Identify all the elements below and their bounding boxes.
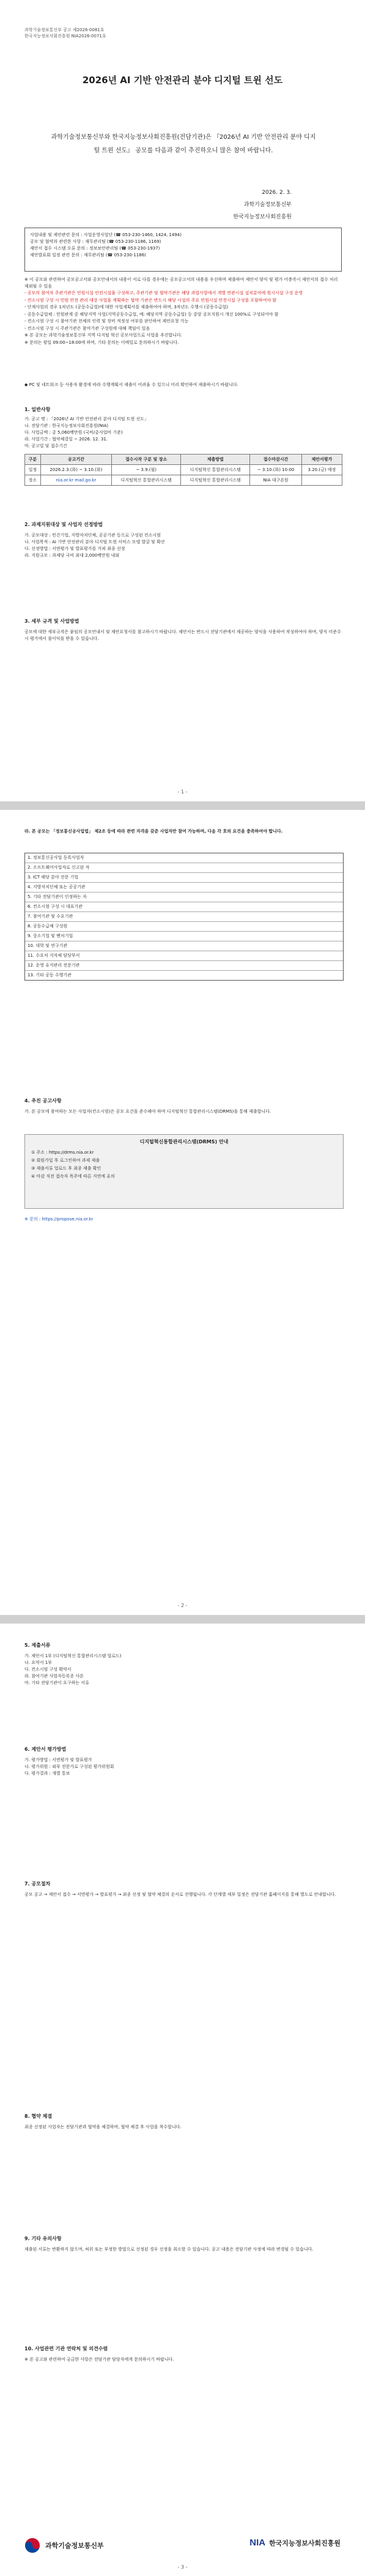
section-1-heading: 1. 일반사항 (24, 407, 51, 412)
section-7-heading: 7. 공모절차 (24, 1881, 51, 1887)
notice-date: 2026. 2. 3. (262, 190, 292, 196)
page-1 (0, 0, 365, 801)
sec2-line: 나. 사업목적 : AI 기반 안전관리 분야 디지털 트윈 서비스 모델 발굴 및 확산 (24, 540, 165, 544)
list-item: 8. 공동수급체 구성원 (25, 922, 343, 932)
section-ra-heading: 라. 본 공모는 「정보통신공사업법」 제2조 등에 따라 관련 자격을 갖춘 사업자만 참여 가능하며, 다음 각 호의 요건을 충족하여야 합니다. (24, 829, 283, 834)
schedule-table (24, 454, 342, 486)
drms-link[interactable]: ※ 문의 : https://propose.nia.or.kr (24, 1217, 94, 1222)
drms-info-box (24, 1134, 344, 1209)
table-cell: ~ 3.9.(월) (112, 465, 181, 475)
table-header: 구분 (25, 455, 41, 465)
table-header: 제출방법 (181, 455, 250, 465)
sec6-line: 가. 평가방법 : 서면평가 및 발표평가 (24, 1758, 92, 1762)
section-9-heading: 9. 기타 유의사항 (24, 2236, 62, 2241)
sec5-line: 라. 참여기관 사업자등록증 사본 (24, 1674, 84, 1679)
table-header: 공고기간 (40, 455, 111, 465)
sec5-line: 다. 컨소시엄 구성 확약서 (24, 1667, 72, 1672)
requirements-list (24, 853, 344, 981)
table-cell: NIA 대구본원 (250, 475, 302, 486)
note-line: - 컨소시엄 구성 시 민원 안전 관리 대상 사업을 계획하는 협약 기관은 반드시 해당 시설의 주요 민원시설 안전시설 구성을 포함하여야 함 (24, 297, 277, 303)
sec2-line: 다. 선정방법 : 서면평가 및 발표평가를 거쳐 최종 선정 (24, 546, 125, 551)
notice-star: ◆ PC 및 네트워크 등 사용자 환경에 따라 수행계획서 제출이 어려울 수 있으니 미리 확인하여 제출하시기 바랍니다. (24, 382, 238, 387)
note-line: - 컨소시엄 구성 시 참여기관 전체의 인력 및 장비 적정성 여부를 판단하여 제안요청 가능 (24, 319, 189, 324)
table-cell: ~ 3.10.(화) 10:00 (250, 465, 302, 475)
table-header: 접수마감시간 (250, 455, 302, 465)
notice-number-1: 과학기술정보통신부 공고 제2026-0081호 (24, 28, 105, 32)
sec5-line: 마. 기타 전담기관이 요구하는 서류 (24, 1680, 89, 1685)
msit-org-name: 과학기술정보통신부 (45, 2542, 104, 2550)
list-item: 13. 기타 공동 수행기관 (28, 973, 72, 978)
section-7-body: 공모 공고 → 제안서 접수 → 서면평가 → 발표평가 → 최종 선정 및 협약 체결의 순서로 진행됩니다. 각 단계별 세부 일정은 전담기관 홈페이지를 통해 별도로 안내합니다. (24, 1892, 336, 1897)
note-line: - 공동수급업체 : 민원관계 중 해당지역 사업(지역공동수급업, 예: 해당지역 공동수급업) 등 중앙 공모지원시 개선 100%로 구성되어야 함 (24, 311, 279, 317)
page-3 (0, 1624, 365, 2576)
sec6-line: 다. 평가결과 : 개별 통보 (24, 1771, 70, 1776)
section-8-body: 최종 선정된 사업자는 전담기관과 협약을 체결하며, 협약 체결 후 사업을 착수합니다. (24, 2125, 182, 2129)
sec1-line: 다. 사업금액 : 총 5,060백만원 (국비/총사업비 기준) (24, 430, 123, 435)
table-cell: 디지털혁신 통합관리시스템 (181, 475, 250, 486)
table-cell: 장소 (25, 475, 41, 486)
section-4-body: 가. 본 공모에 참여하는 모든 사업자(컨소시엄)은 공모 요건을 준수해야 하며 디지털혁신 통합관리시스템(DRMS)을 통해 제출합니다. (24, 1109, 271, 1114)
section-1-body (24, 416, 342, 450)
sec6-line: 나. 평가위원 : 외부 전문가로 구성된 평가위원회 (24, 1764, 114, 1769)
table-cell[interactable]: nia.or.kr mail.go.kr (40, 475, 111, 486)
section-4-heading: 4. 추진 공고사항 (24, 1098, 62, 1104)
table-cell: 디지털혁신 통합관리시스템 (181, 465, 250, 475)
section-3-heading: 3. 세부 규격 및 사업방법 (24, 618, 79, 624)
list-item: 1. 정보통신공사업 등록사업자 (25, 853, 343, 863)
table-header: 제안서평가 (301, 455, 342, 465)
org-name-2: 한국지능정보사회진흥원 (233, 214, 292, 220)
page-number: - 2 - (177, 1603, 188, 1608)
sec1-line: 마. 공고일 및 접수기간 (24, 444, 67, 448)
section-2-heading: 2. 과제지원대상 및 사업자 선정방법 (24, 522, 103, 527)
table-header: 접수시작 구분 및 장소 (112, 455, 181, 465)
table-cell: 3.20.(금) 예정 (301, 465, 342, 475)
note-line: ※ 본 공모는 과학기술정보통신부 지역 디지털 혁신 공모사업으로 사업을 추진합니다. (24, 333, 183, 338)
sec2-line: 가. 공모대상 : 민간기업, 지방자치단체, 공공기관 등으로 구성된 컨소시엄 (24, 533, 161, 538)
sec5-line: 가. 제안서 1부 (디지털혁신 통합관리시스템 업로드) (24, 1654, 122, 1658)
notice-meta (24, 27, 106, 39)
msit-logo (24, 2537, 104, 2553)
section-10-heading: 10. 사업관련 기관 연락처 및 의견수렴 (24, 2346, 108, 2351)
section-2-body (24, 532, 342, 559)
list-item: 6. 컨소시엄 구성 시 대표기관 (25, 902, 343, 912)
sec1-line: 가. 공고 명 : 「2026년 AI 기반 안전관리 분야 디지털 트윈 선도」 (24, 417, 149, 421)
page-2 (0, 810, 365, 1615)
drms-line: ① 주소 : https://drms.nia.or.kr (31, 1150, 94, 1155)
nia-mark: NIA (249, 2537, 266, 2548)
note-line: ※ 문의는 평일 09:00~18:00에 하며, 기타 문의는 이메일로 문의하시기 바랍니다. (24, 340, 179, 345)
contact-line: 공모 및 협약과 관련한 사항 : 재무관리팀 (☎ 053-230-1186, 1169) (30, 239, 161, 244)
list-item: 4. 지방자치단체 또는 공공기관 (25, 883, 343, 893)
page-separator (0, 801, 365, 810)
sec1-line: 나. 전담기관 : 한국지능정보사회진흥원(NIA) (24, 423, 109, 428)
note-line: - 공모의 참여자 주관기관은 민원시설 안전시설물 구성하고, 주관기관 및 협약기관은 해당 과업사항에서 개별 연관시설 설치분야에 원시시설 구성 운영 (24, 291, 303, 295)
list-item: 2. 소프트웨어사업자로 신고된 자 (25, 863, 343, 873)
drms-line: ③ 제출서류 업로드 후 최종 제출 확인 (31, 1166, 101, 1171)
table-cell: 2026.2.3.(화) ~ 3.10.(화) (40, 465, 111, 475)
list-item: 7. 참여기관 및 수요기관 (25, 912, 343, 922)
contact-line: 제안서 접수 시스템 오류 문의 : 정보보안관리팀 (☎ 053-230-1937) (30, 246, 160, 251)
section-5-heading: 5. 제출서류 (24, 1642, 51, 1648)
list-item: 5. 기타 전담기관이 인정하는 자 (25, 893, 343, 902)
list-item: 9. 중소기업 및 벤처기업 (25, 932, 343, 941)
section-8-heading: 8. 협약 체결 (24, 2114, 53, 2119)
section-5-body (24, 1653, 342, 1687)
drms-line: ② 회원가입 후 로그인하여 과제 제출 (31, 1158, 100, 1163)
notice-number-2: 한국지능정보사회진흥원 NIA2026-0071호 (24, 34, 106, 39)
date-org-block (233, 187, 292, 223)
section-3-body: 공모에 대한 세부규격은 붙임의 공모안내서 및 제안요청서를 참고하시기 바랍니다. 제안서는 반드시 전담기관에서 제공하는 양식을 사용하여 작성하여야 하며, 양식 미준수 시 평가에서 불이익을 받을 수 있습니다. (24, 629, 341, 641)
list-item: 10. 대학 및 연구기관 (25, 941, 343, 951)
page-number: - 3 - (177, 2564, 188, 2570)
drms-box-title: 디지털혁신통합관리시스템(DRMS) 안내 (139, 1139, 229, 1145)
table-cell (301, 475, 342, 486)
contact-line: 사업내용 및 제안관련 문의 : 사업운영사업단 (☎ 053-230-1460, 1424, 1494) (30, 232, 182, 237)
note-line: - 컨소시엄 구성 시 주관기관은 참여기관 구성원에 대해 책임이 있음 (24, 325, 150, 331)
sec5-line: 나. 요약서 1부 (24, 1660, 52, 1665)
list-item: 3. ICT 해당 분야 전문 기업 (25, 873, 343, 883)
section-10-body: ※ 본 공고와 관련하여 궁금한 사항은 전담기관 담당자에게 문의하시기 바랍니다. (24, 2357, 174, 2362)
section-6-body (24, 1757, 342, 1777)
list-item: 11. 수요처 지자체 담당부서 (25, 951, 343, 961)
org-name-1: 과학기술정보통신부 (243, 202, 292, 208)
sec1-line: 라. 사업기간 : 협약체결일 ~ 2026. 12. 31. (24, 437, 108, 442)
table-row (25, 475, 342, 486)
list-item: 12. 운영 유지관리 전문기관 (25, 961, 343, 971)
nia-logo (249, 2537, 341, 2548)
section-9-body: 제출된 서류는 반환하지 않으며, 허위 또는 부정한 방법으로 선정된 경우 선정을 취소할 수 있습니다. 공고 내용은 전담기관 사정에 따라 변경될 수 있습니다. (24, 2247, 314, 2252)
table-cell: 일정 (25, 465, 41, 475)
page-number: - 1 - (177, 789, 188, 795)
table-row (25, 465, 342, 475)
contact-summary-box (24, 228, 342, 272)
notes-block (24, 277, 342, 346)
contact-line: 제안발표회 일정 관련 문의 : 재무관리팀 (☎ 053-230-1186) (30, 253, 146, 258)
nia-org-name: 한국지능정보사회진흥원 (269, 2539, 341, 2547)
footer-logos (0, 2533, 365, 2559)
section-6-heading: 6. 제안서 평가방법 (24, 1746, 67, 1752)
drms-line: ④ 마감 직전 접속자 폭주에 따른 지연에 유의 (31, 1174, 115, 1179)
sec2-line: 라. 지원규모 : 과제당 국비 최대 2,000백만원 내외 (24, 553, 120, 558)
page-title: 2026년 AI 기반 안전관리 분야 디지털 트윈 선도 (82, 75, 283, 86)
taegeuk-icon (24, 2537, 40, 2553)
note-line: ※ 이 공모와 관련하여 공모공고서와 공모안내서의 내용이 서로 다를 경우에는 공모공고서의 내용을 우선하며 제출하여 제안서 양식 및 평가 미충족시 제안서의 접수 처리 제외될 수 있음 (24, 277, 338, 289)
note-line: - 단계사업의 경우 1차년도 (공동수급업)에 대한 사업계획서를 제출하여야 하며, 3차년도 수행시 (공동수급업) (24, 305, 229, 310)
intro-paragraph: 과학기술정보통신부와 한국지능정보사회진흥원(전담기관)은 『2026년 AI 기반 안전관리 분야 디지털 트윈 선도』 공모를 다음과 같이 추진하오니 많은 참여 바랍니다. (51, 134, 316, 154)
table-cell: 디지털혁신 통합관리시스템 (112, 475, 181, 486)
page-separator (0, 1615, 365, 1624)
